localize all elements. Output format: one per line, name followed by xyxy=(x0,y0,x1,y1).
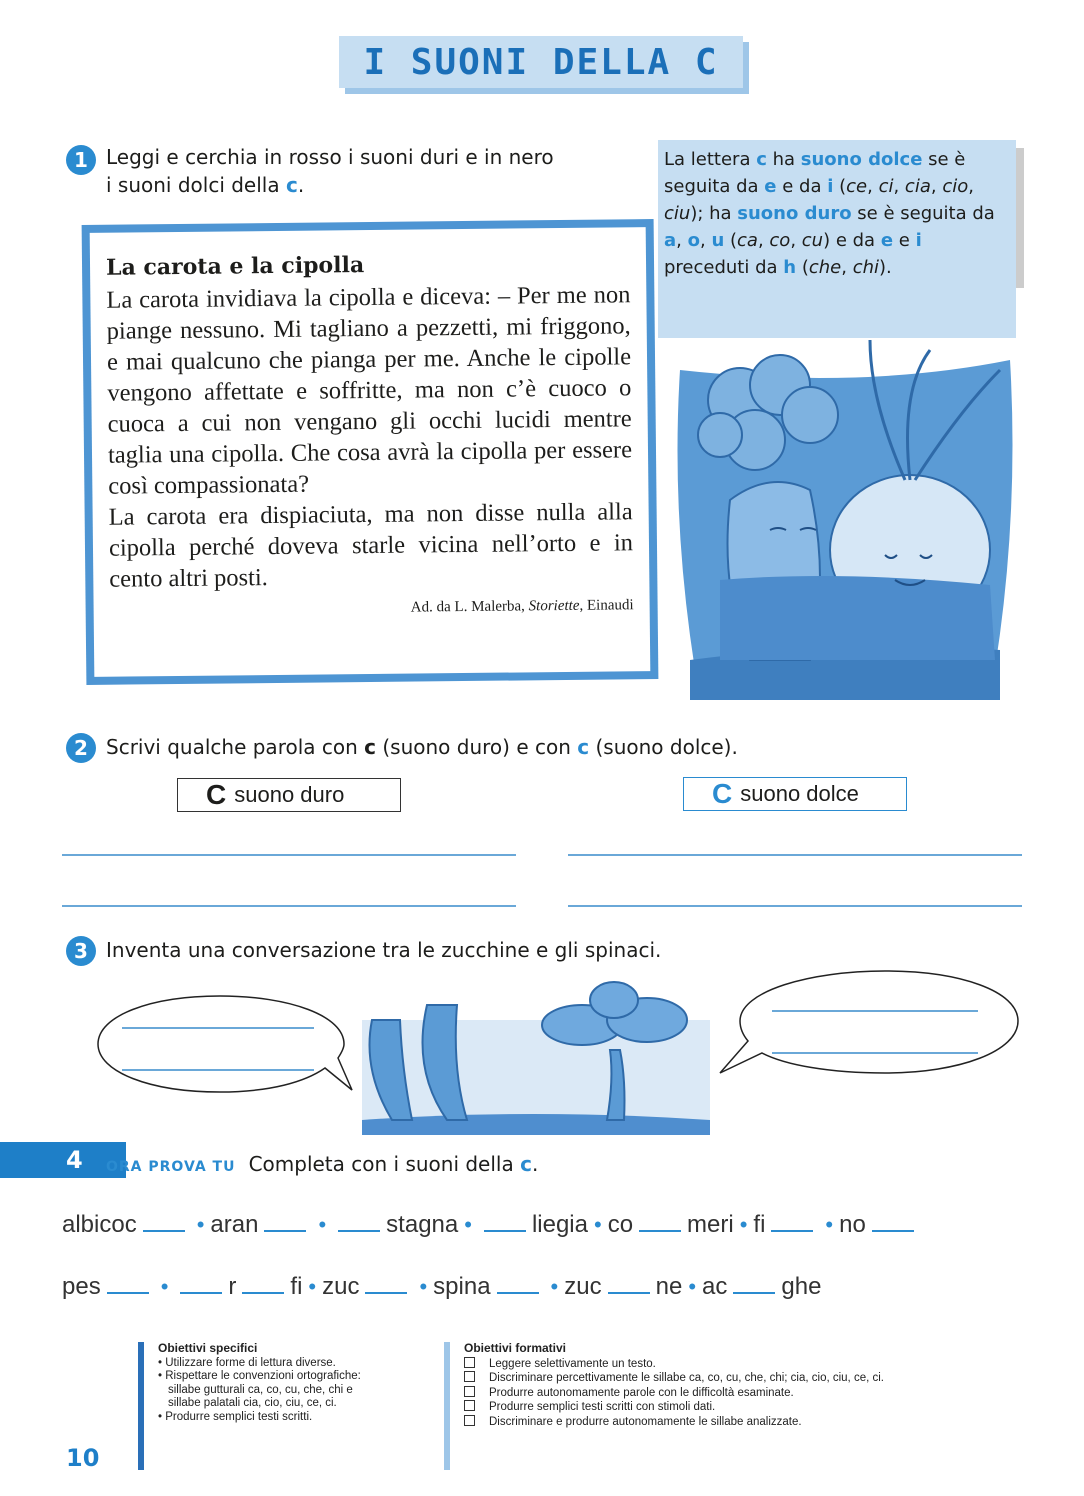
bullet-separator: • xyxy=(593,1212,602,1237)
formative-objective-item xyxy=(464,1415,1044,1430)
formative-objectives-title: Obiettivi formativi xyxy=(464,1341,567,1355)
exercise-4-heading: ORA PROVA TU Completa con i suoni della c. xyxy=(106,1152,539,1176)
rule-text-part: , xyxy=(841,257,853,278)
blank-input[interactable] xyxy=(608,1268,650,1294)
rule-text-part: La lettera xyxy=(664,149,757,170)
formative-objective-item xyxy=(464,1357,1044,1372)
soft-sound-box xyxy=(683,777,907,811)
soft-writing-line-1[interactable] xyxy=(568,854,1022,856)
soft-sound-label: suono dolce xyxy=(740,781,859,806)
bullet-separator: • xyxy=(419,1274,428,1299)
rule-text-part: che xyxy=(808,257,842,278)
formative-objective-item xyxy=(464,1371,1044,1386)
word-fragment: pes xyxy=(62,1273,101,1300)
exercise-1-number: 1 xyxy=(66,145,96,175)
rule-text-part: ). xyxy=(879,257,892,278)
bullet-separator: • xyxy=(160,1274,169,1299)
objectives-bar-left xyxy=(138,1342,144,1470)
hard-sound-box xyxy=(177,778,401,812)
rule-text-part: , xyxy=(676,230,688,251)
blank-input[interactable] xyxy=(365,1268,407,1294)
rule-text-part: cio xyxy=(942,176,969,197)
formative-objective-item xyxy=(464,1400,1044,1415)
blank-input[interactable] xyxy=(107,1268,149,1294)
objectives-bar-right xyxy=(444,1342,450,1470)
word-fragment: zuc xyxy=(564,1273,602,1300)
formative-objectives xyxy=(464,1342,1044,1429)
page-number: 10 xyxy=(66,1444,100,1472)
rule-text-part: ); ha xyxy=(690,203,738,224)
rule-text-part: se è seguita da xyxy=(851,203,995,224)
word-fragment: ghe xyxy=(781,1273,822,1300)
rule-text xyxy=(664,146,1008,281)
rule-text-part: o xyxy=(687,230,700,251)
left-bubble-line-2[interactable] xyxy=(122,1069,314,1071)
rule-text-part: , xyxy=(893,176,905,197)
left-bubble-line-1[interactable] xyxy=(122,1027,314,1029)
story-frame xyxy=(82,219,659,685)
rule-text-part: e xyxy=(893,230,916,251)
right-bubble-line-1[interactable] xyxy=(772,1010,978,1012)
exercise-4-number: 4 xyxy=(66,1146,83,1174)
title-banner xyxy=(339,36,743,90)
rule-text-part: u xyxy=(711,230,725,251)
rule-text-part: , xyxy=(699,230,712,251)
word-fragment: ac xyxy=(702,1273,728,1300)
rule-text-part: ci xyxy=(878,176,894,197)
hard-sound-label: suono duro xyxy=(234,782,345,807)
rule-text-part: ( xyxy=(833,176,847,197)
rule-text-part: ce xyxy=(846,176,868,197)
rule-text-part: ( xyxy=(724,230,738,251)
formative-objective-item xyxy=(464,1386,1044,1401)
rule-text-part: preceduti da xyxy=(664,257,784,278)
checkbox-icon[interactable] xyxy=(464,1415,475,1426)
formative-objective-text: Discriminare percettivamente le sillabe ca, co, cu, che, chi; cia, cio, ciu, ce, ci. xyxy=(489,1372,884,1384)
specific-objective-item: • Produrre semplici testi scritti. xyxy=(158,1410,313,1423)
story-text: La carota invidiava la cipolla e diceva: – Per me non piange nessuno. Mi tagliano a pezzetti, mi friggono, e mai qualcuno che pianga per me. Anche le cipolle vengono affettate e soffritte, ma non c’è cuoco o cuoca a cui non vengano gli occhi lucidi mentre taglia una cipolla. Che cosa avrà la cipolla per essere così compassionata? xyxy=(106,281,633,500)
rule-text-part: , xyxy=(867,176,879,197)
rule-text-part: chi xyxy=(852,257,880,278)
rule-text-part: , xyxy=(790,230,802,251)
bullet-separator: • xyxy=(550,1274,559,1299)
rule-text-part: c xyxy=(756,149,767,170)
word-fragment: meri xyxy=(687,1211,734,1238)
exercise-4-row-2 xyxy=(62,1268,821,1301)
rule-text-part: h xyxy=(783,257,797,278)
rule-text-part: i xyxy=(827,176,834,197)
rule-text-part: e da xyxy=(776,176,828,197)
rule-text-part: e xyxy=(880,230,894,251)
blank-input[interactable] xyxy=(733,1268,775,1294)
rule-text-part: a xyxy=(664,230,677,251)
exercise-1-instruction xyxy=(106,143,646,199)
word-fragment: albicoc xyxy=(62,1211,137,1238)
soft-sound-letter: C xyxy=(712,778,733,809)
rule-text-part: cia xyxy=(904,176,931,197)
soft-writing-line-2[interactable] xyxy=(568,905,1022,907)
rule-text-part: ) e da xyxy=(823,230,881,251)
word-fragment: aran xyxy=(210,1211,259,1238)
bullet-separator: • xyxy=(825,1212,834,1237)
rule-text-part: co xyxy=(769,230,791,251)
formative-objective-text: Discriminare e produrre autonomamente le sillabe analizzate. xyxy=(489,1415,802,1428)
rule-text-part: , xyxy=(930,176,943,197)
right-speech-bubble xyxy=(710,965,1025,1080)
bullet-separator: • xyxy=(739,1212,748,1237)
specific-objective-item: sillabe palatali cia, cio, ciu, ce, ci. xyxy=(168,1397,337,1409)
word-fragment: stagna xyxy=(386,1211,459,1238)
rule-box xyxy=(658,140,1016,338)
blank-input[interactable] xyxy=(639,1206,681,1232)
rule-text-part: e xyxy=(764,176,777,197)
blank-input[interactable] xyxy=(872,1206,914,1232)
word-fragment: r xyxy=(228,1273,237,1300)
left-speech-bubble xyxy=(90,988,360,1098)
hard-writing-line-2[interactable] xyxy=(62,905,516,907)
blank-input[interactable] xyxy=(242,1268,284,1294)
story-source: Ad. da L. Malerba, Storiette, Einaudi xyxy=(410,597,634,616)
checkbox-icon[interactable] xyxy=(464,1386,475,1397)
rule-text-part: suono duro xyxy=(737,203,852,224)
checkbox-icon[interactable] xyxy=(464,1357,475,1368)
specific-objective-item: sillabe gutturali ca, co, cu, che, chi e xyxy=(168,1383,353,1396)
hard-writing-line-1[interactable] xyxy=(62,854,516,856)
bullet-separator: • xyxy=(688,1274,697,1299)
word-fragment: no xyxy=(839,1211,866,1238)
exercise-3-number: 3 xyxy=(66,936,96,966)
instruction-line-2: i suoni dolci della c. xyxy=(106,173,305,197)
bullet-separator: • xyxy=(308,1274,317,1299)
bullet-separator: • xyxy=(464,1212,472,1237)
rule-text-part: cu xyxy=(801,230,824,251)
specific-objective-item: • Utilizzare forme di lettura diverse. xyxy=(158,1356,336,1369)
checkbox-icon[interactable] xyxy=(464,1371,475,1382)
blank-input[interactable] xyxy=(264,1206,306,1232)
carrot-onion-illustration xyxy=(660,330,1036,708)
word-fragment: co xyxy=(607,1211,634,1238)
hard-sound-letter: C xyxy=(206,779,227,810)
word-fragment: ne xyxy=(655,1273,683,1300)
rule-text-part: se è seguita da xyxy=(664,149,966,197)
rule-text-part: i xyxy=(915,230,922,251)
checkbox-icon[interactable] xyxy=(464,1400,475,1411)
story-title: La carota e la cipolla xyxy=(105,252,365,281)
blank-input[interactable] xyxy=(771,1206,813,1232)
exercise-2-instruction: Scrivi qualche parola con c (suono duro) e con c (suono dolce). xyxy=(106,735,738,759)
rule-text-part: ca xyxy=(737,230,758,251)
bullet-separator: • xyxy=(318,1212,327,1237)
rule-text-part: ha xyxy=(766,149,801,170)
specific-objectives xyxy=(158,1342,428,1424)
blank-input[interactable] xyxy=(497,1268,539,1294)
word-fragment: fi xyxy=(753,1211,766,1238)
formative-objective-text: Produrre autonomamente parole con le difficoltà esaminate. xyxy=(489,1386,794,1399)
word-fragment: spina xyxy=(433,1273,491,1300)
rule-text-part: , xyxy=(757,230,770,251)
formative-objective-text: Leggere selettivamente un testo. xyxy=(489,1357,656,1370)
story-text-2: La carota era dispiaciuta, ma non disse nulla alla cipolla perché doveva starle vicina nell’orto e in cento altri posti. xyxy=(108,498,634,593)
blank-input[interactable] xyxy=(180,1268,222,1294)
ora-prova-tu-label: ORA PROVA TU xyxy=(106,1159,236,1175)
word-fragment: zuc xyxy=(322,1273,360,1300)
right-bubble-line-2[interactable] xyxy=(772,1052,978,1054)
word-fragment: fi xyxy=(290,1273,303,1300)
rule-text-part: , xyxy=(968,176,974,197)
blank-input[interactable] xyxy=(143,1206,185,1232)
exercise-2-number: 2 xyxy=(66,733,96,763)
formative-objective-text: Produrre semplici testi scritti con stimoli dati. xyxy=(489,1401,716,1413)
blank-input[interactable] xyxy=(338,1206,380,1232)
rule-text-part: ( xyxy=(796,257,809,278)
specific-objectives-title: Obiettivi specifici xyxy=(158,1341,258,1355)
blank-input[interactable] xyxy=(484,1206,526,1232)
page-title: I SUONI DELLA C xyxy=(339,36,743,88)
word-fragment: liegia xyxy=(531,1211,588,1238)
specific-objective-item: • Rispettare le convenzioni ortografiche: xyxy=(158,1370,361,1382)
bullet-separator: • xyxy=(196,1212,205,1237)
exercise-3-instruction: Inventa una conversazione tra le zucchine e gli spinaci. xyxy=(106,938,662,962)
rule-text-part: suono dolce xyxy=(800,149,923,170)
zucchini-spinach-illustration xyxy=(352,980,720,1140)
instruction-line-1: Leggi e cerchia in rosso i suoni duri e in nero xyxy=(106,145,554,169)
exercise-4-row-1 xyxy=(62,1206,920,1239)
rule-text-part: ciu xyxy=(664,203,691,224)
